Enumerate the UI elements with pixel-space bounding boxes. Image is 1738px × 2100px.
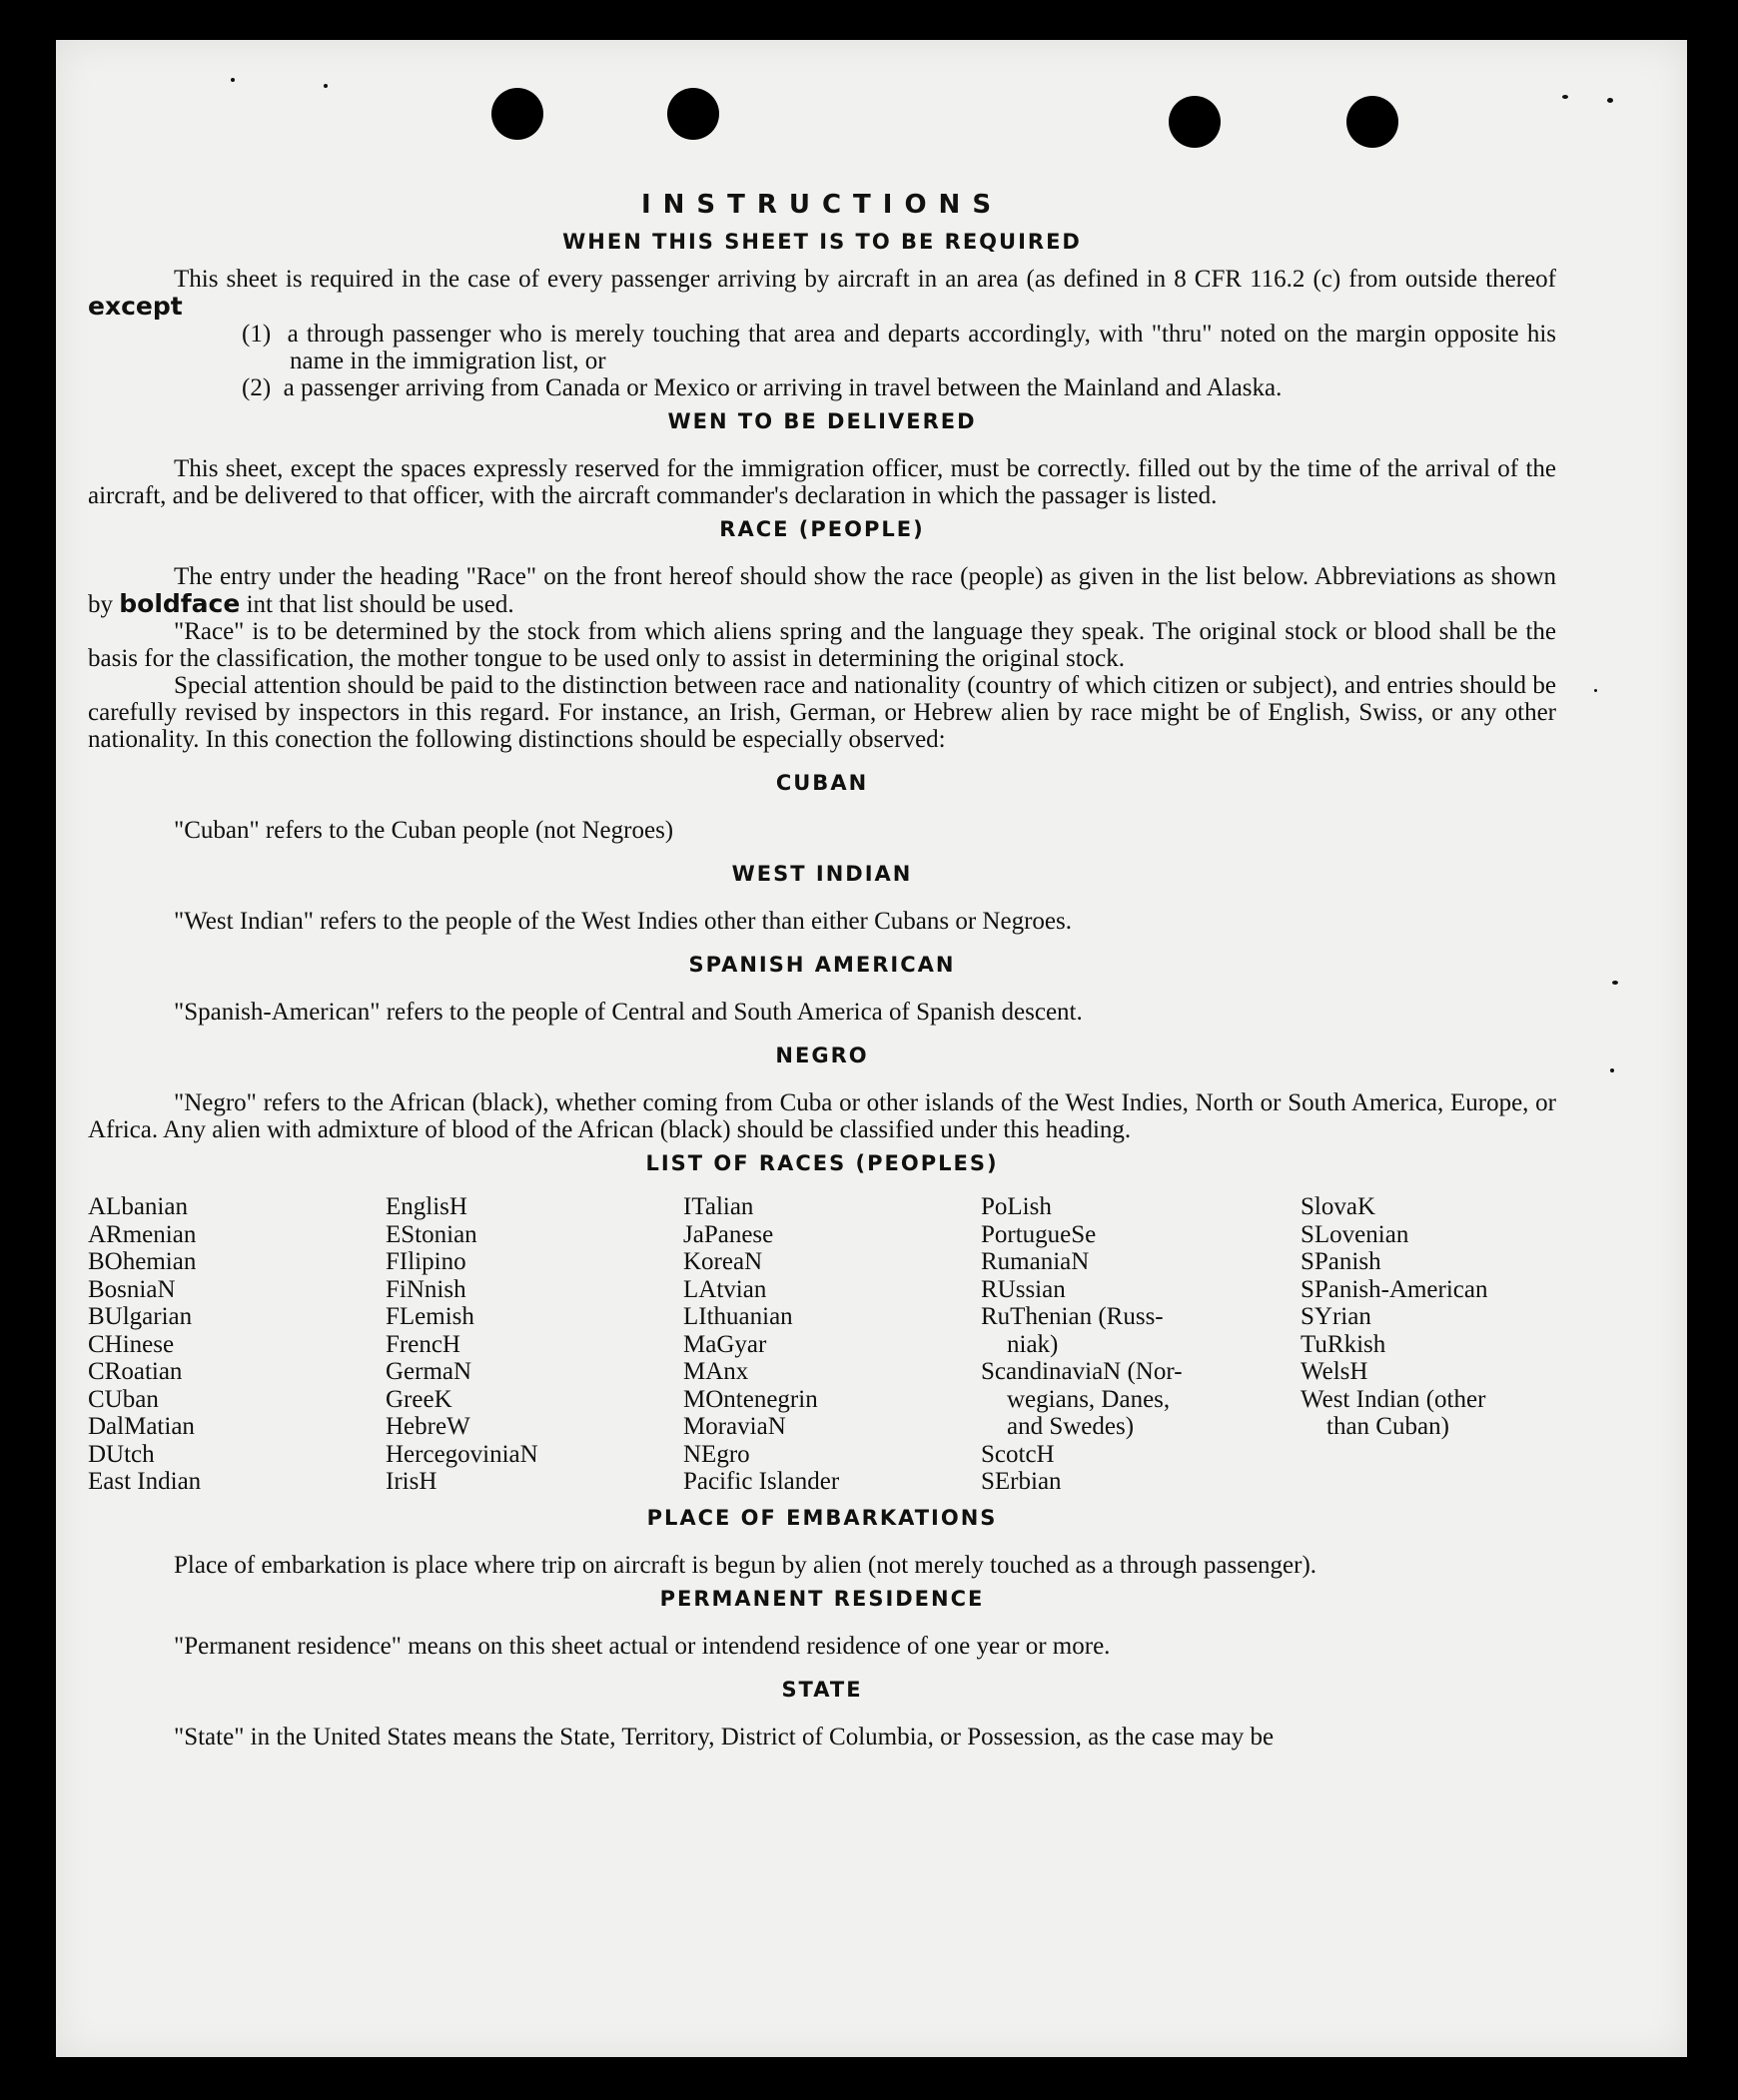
heading-spanish-american: SPANISH AMERICAN [688,953,956,977]
race-entry: East Indian [88,1468,202,1495]
heading-list-of-races: LIST OF RACES (PEOPLES) [645,1151,999,1175]
race-entry: RuThenian (Russ- [981,1303,1164,1330]
race-entry: TuRkish [1301,1330,1386,1358]
punch-hole-3 [1169,96,1221,148]
heading-when-delivered: WEN TO BE DELIVERED [667,409,977,433]
race-entry: JaPanese [683,1220,774,1248]
race-entry: DalMatian [88,1413,195,1440]
race-entry: FLemish [386,1303,474,1330]
race-entry: FiNnish [386,1275,466,1303]
boldface-word: boldface [119,589,241,618]
race-entry: BUlgarian [88,1303,193,1330]
punch-hole-1 [491,88,543,140]
race-entry: GreeK [386,1385,452,1413]
race-entry: MOntenegrin [683,1385,818,1413]
race-paragraph-3: Special attention should be paid to the distinction between race and nationality (country of which citizen or subject), and entries should be carefully revised by inspectors in this regard. For instance, an Irish, German, or Hebrew alien by race might be of English, Swiss, or any other nationality. In this conection the following distinctions should be especially observed: [88,672,1556,753]
cuban-paragraph: "Cuban" refers to the Cuban people (not Negroes) [174,817,674,844]
race-entry: HebreW [386,1413,470,1440]
race-entry: West Indian (other [1301,1385,1486,1413]
dust-speck [1594,689,1597,692]
heading-cuban: CUBAN [775,771,869,795]
dust-speck [231,78,235,82]
race-entry: HercegoviniaN [386,1440,538,1468]
race-entry-continued: and Swedes) [1007,1413,1135,1440]
race-entry: CHinese [88,1330,175,1358]
race-entry: RUssian [981,1275,1066,1303]
race-column-1 [88,1193,386,1496]
race-entry: CUban [88,1385,159,1413]
race-entry: ScotcH [981,1440,1055,1468]
punch-hole-4 [1346,96,1398,148]
race-entry: SlovaK [1301,1193,1375,1220]
race-entry: CRoatian [88,1358,183,1385]
race-entry: DUtch [88,1440,155,1468]
dust-speck [1607,98,1613,103]
race-entry: SLovenian [1301,1220,1409,1248]
race-column-3 [683,1193,981,1496]
race-entry: MoraviaN [683,1413,786,1440]
race-entry: WelsH [1301,1358,1368,1385]
dust-speck [1562,95,1568,99]
race-entry: LIthuanian [683,1303,793,1330]
race-entry: EStonian [386,1220,477,1248]
heading-state: STATE [781,1677,863,1702]
exception-item-1: (1) a through passenger who is merely touching that area and departs accordingly, with "thru" noted on the margin opposite his name in the immigration list, or [242,321,1557,374]
state-paragraph: "State" in the United States means the State, Territory, District of Columbia, or Possession, as the case may be [174,1723,1275,1750]
when-required-paragraph: This sheet is required in the case of every passenger arriving by aircraft in an area (as defined in 8 CFR 116.2 (c) from outside thereof except [88,266,1556,321]
race-entry: FIlipino [386,1248,466,1275]
negro-paragraph: "Negro" refers to the African (black), whether coming from Cuba or other islands of the West Indies, North or South America, Europe, or Africa. Any alien with admixture of blood of the African (black) should be classified under this heading. [88,1089,1556,1143]
dust-speck [1610,1068,1614,1072]
race-entry: IrisH [386,1468,437,1495]
race-paragraph-2: "Race" is to be determined by the stock from which aliens spring and the language they speak. The original stock or blood shall be the basis for the classification, the mother tongue to be used only to assist in determining the original stock. [88,618,1556,672]
race-entry: ALbanian [88,1193,188,1220]
race-entry-continued: than Cuban) [1326,1413,1449,1440]
race-list-table [88,1193,1556,1496]
west-indian-paragraph: "West Indian" refers to the people of the West Indies other than either Cubans or Negroes. [174,908,1072,935]
race-entry: RumaniaN [981,1248,1090,1275]
race-entry: KoreaN [683,1248,763,1275]
race-entry: SPanish-American [1301,1275,1488,1303]
exception-item-2: (2) a passenger arriving from Canada or Mexico or arriving in travel between the Mainland and Alaska. [242,374,1283,401]
race-entry: PoLish [981,1193,1052,1220]
heading-negro: NEGRO [775,1044,869,1067]
spanish-american-paragraph: "Spanish-American" refers to the people of Central and South America of Spanish descent. [174,999,1083,1026]
heading-when-required: WHEN THIS SHEET IS TO BE REQUIRED [562,230,1082,254]
race-entry: SErbian [981,1468,1062,1495]
race-entry: MaGyar [683,1330,767,1358]
race-column-2 [386,1193,683,1496]
document-sheet [56,40,1687,2057]
race-entry-continued: niak) [1007,1330,1059,1358]
race-column-4 [981,1193,1301,1496]
race-entry: LAtvian [683,1275,767,1303]
dust-speck [324,84,328,88]
page-title: INSTRUCTIONS [640,190,1004,220]
race-entry-continued: wegians, Danes, [1007,1385,1171,1413]
race-entry: BosniaN [88,1275,176,1303]
race-entry: ARmenian [88,1220,197,1248]
race-entry: Pacific Islander [683,1468,840,1495]
race-entry: PortugueSe [981,1220,1097,1248]
race-entry: ScandinaviaN (Nor- [981,1358,1183,1385]
heading-embarkation: PLACE OF EMBARKATIONS [646,1505,998,1530]
race-entry: MAnx [683,1358,749,1385]
heading-permanent-residence: PERMANENT RESIDENCE [659,1586,985,1611]
punch-hole-2 [667,88,719,140]
race-entry: NEgro [683,1440,750,1468]
heading-race: RACE (PEOPLE) [719,517,925,541]
race-paragraph-1: The entry under the heading "Race" on the front hereof should show the race (people) as given in the list below. Abbreviations as shown by boldface int that list should be used. [88,563,1556,618]
race-entry: BOhemian [88,1248,197,1275]
race-column-5 [1301,1193,1556,1496]
instructions-page [88,190,1556,1750]
race-entry: SYrian [1301,1303,1371,1330]
race-entry: SPanish [1301,1248,1381,1275]
heading-west-indian: WEST INDIAN [731,862,913,886]
race-entry: ITalian [683,1193,754,1220]
race-entry: EnglisH [386,1193,467,1220]
dust-speck [1612,981,1618,985]
when-delivered-paragraph: This sheet, except the spaces expressly reserved for the immigration officer, must be correctly. filled out by the time of the arrival of the aircraft, and be delivered to that officer, with the aircraft commander's declaration in which the passager is listed. [88,455,1556,509]
embarkation-paragraph: Place of embarkation is place where trip on aircraft is begun by alien (not merely touched as a through passenger). [174,1551,1317,1579]
except-word: except [88,292,183,321]
race-entry: GermaN [386,1358,472,1385]
permanent-residence-paragraph: "Permanent residence" means on this sheet actual or intendend residence of one year or more. [174,1632,1111,1660]
race-entry: FrencH [386,1330,460,1358]
